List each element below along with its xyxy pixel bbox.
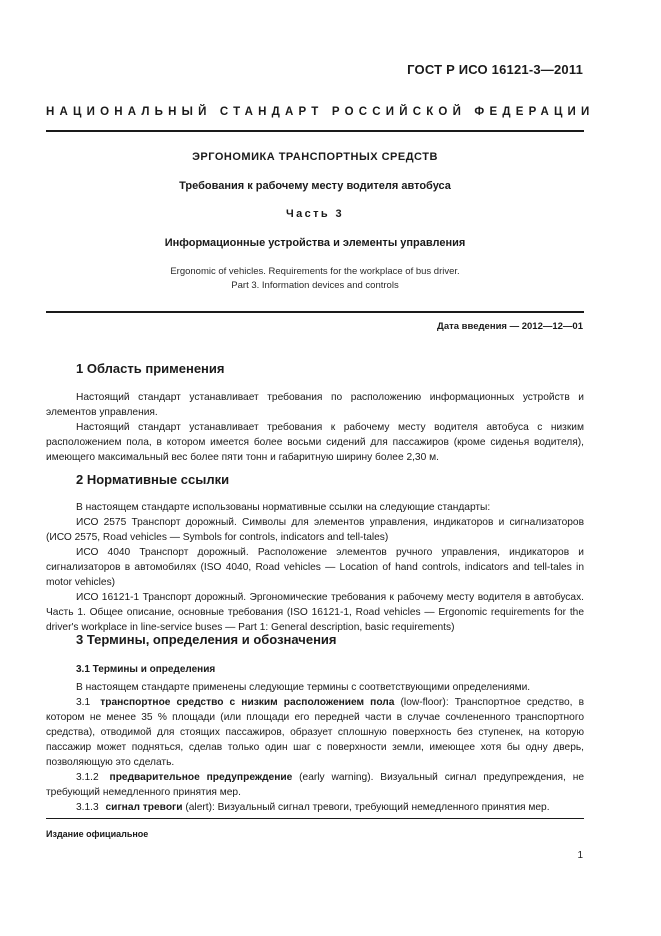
title-divider <box>46 311 584 313</box>
paragraph: Настоящий стандарт устанавливает требования по расположению информационных устройств и элементов управления. <box>46 392 584 418</box>
page-number: 1 <box>577 850 583 861</box>
section-1-heading: 1 Область применения <box>76 361 225 376</box>
term-number: 3.1.3 <box>76 802 99 813</box>
document-title: ЭРГОНОМИКА ТРАНСПОРТНЫХ СРЕДСТВ <box>192 151 438 163</box>
term-number: 3.1.2 <box>76 772 99 783</box>
official-edition-label: Издание официальное <box>46 829 149 839</box>
national-standard-title: НАЦИОНАЛЬНЫЙ СТАНДАРТ РОССИЙСКОЙ ФЕДЕРАЦИИ <box>46 106 595 118</box>
english-title-line-1: Ergonomic of vehicles. Requirements for the workplace of bus driver. <box>170 266 460 277</box>
paragraph: В настоящем стандарте применены следующие термины с соответствующими определениями. <box>76 682 531 693</box>
section-3-body <box>46 680 584 815</box>
term: сигнал тревоги <box>105 802 183 813</box>
part-label: Часть 3 <box>285 208 345 220</box>
definition: (early warning). Визуальный сигнал предупреждения, не требующий немедленного принятия мер. <box>46 772 584 798</box>
definition: (low-floor): Транспортное средство, в котором не менее 35 % площади (или площади его передней части в случае сочлененного транспортного средства), отводимой для стоящих пассажиров, образует сплошную поверхность без ступенек, на которую пассажир может подняться, сделав только один шаг с поверхности земли, имеющее хотя бы одну дверь, позволяющую это сделать. <box>46 697 584 768</box>
subsection-3-1-heading: 3.1 Термины и определения <box>76 664 216 675</box>
paragraph: В настоящем стандарте использованы нормативные ссылки на следующие стандарты: <box>76 502 491 513</box>
term-definition <box>46 695 584 770</box>
footer-divider <box>46 818 584 819</box>
term: транспортное средство с низким расположением пола <box>100 697 395 708</box>
term-definition <box>46 770 584 800</box>
document-subtitle: Требования к рабочему месту водителя автобуса <box>179 180 451 192</box>
paragraph: Настоящий стандарт устанавливает требования к рабочему месту водителя автобуса с низким расположением пола, в котором имеется более восьми сидений для пассажиров (кроме сиденья водителя), имеющего максимальный вес более пяти тонн и габаритную ширину более 2,30 м. <box>46 422 584 463</box>
paragraph: ИСО 4040 Транспорт дорожный. Расположение элементов ручного управления, индикаторов и сигнализаторов в автомобилях (ISO 4040, Road vehicles — Location of hand controls, indicators and tell-tales in motor vehicles) <box>46 547 584 588</box>
paragraph: ИСО 2575 Транспорт дорожный. Символы для элементов управления, индикаторов и сигнализаторов (ИСО 2575, Road vehicles — Symbols for controls, indicators and tell-tales) <box>46 517 584 543</box>
english-title-line-2: Part 3. Information devices and controls <box>231 280 399 291</box>
term-number: 3.1 <box>76 697 91 708</box>
top-divider <box>46 130 584 132</box>
term: предварительное предупреждение <box>109 772 293 783</box>
section-3-heading: 3 Термины, определения и обозначения <box>76 632 337 647</box>
section-2-body <box>46 500 584 635</box>
paragraph: ИСО 16121-1 Транспорт дорожный. Эргономические требования к рабочему месту водителя в автобусах. Часть 1. Общее описание, основные требования (ISO 16121-1, Road vehicles — Ergonomic requirements for the driver's workplace in line-service buses — Part 1: General description, basic requirements) <box>46 592 584 633</box>
definition: (alert): Визуальный сигнал тревоги, требующий немедленного принятия мер. <box>182 802 550 813</box>
term-definition <box>46 800 584 815</box>
standard-number: ГОСТ Р ИСО 16121-3—2011 <box>407 62 583 77</box>
section-1-body <box>46 390 584 465</box>
section-2-heading: 2 Нормативные ссылки <box>76 472 230 487</box>
part-title: Информационные устройства и элементы управления <box>164 237 466 249</box>
introduction-date: Дата введения — 2012—12—01 <box>437 321 583 332</box>
